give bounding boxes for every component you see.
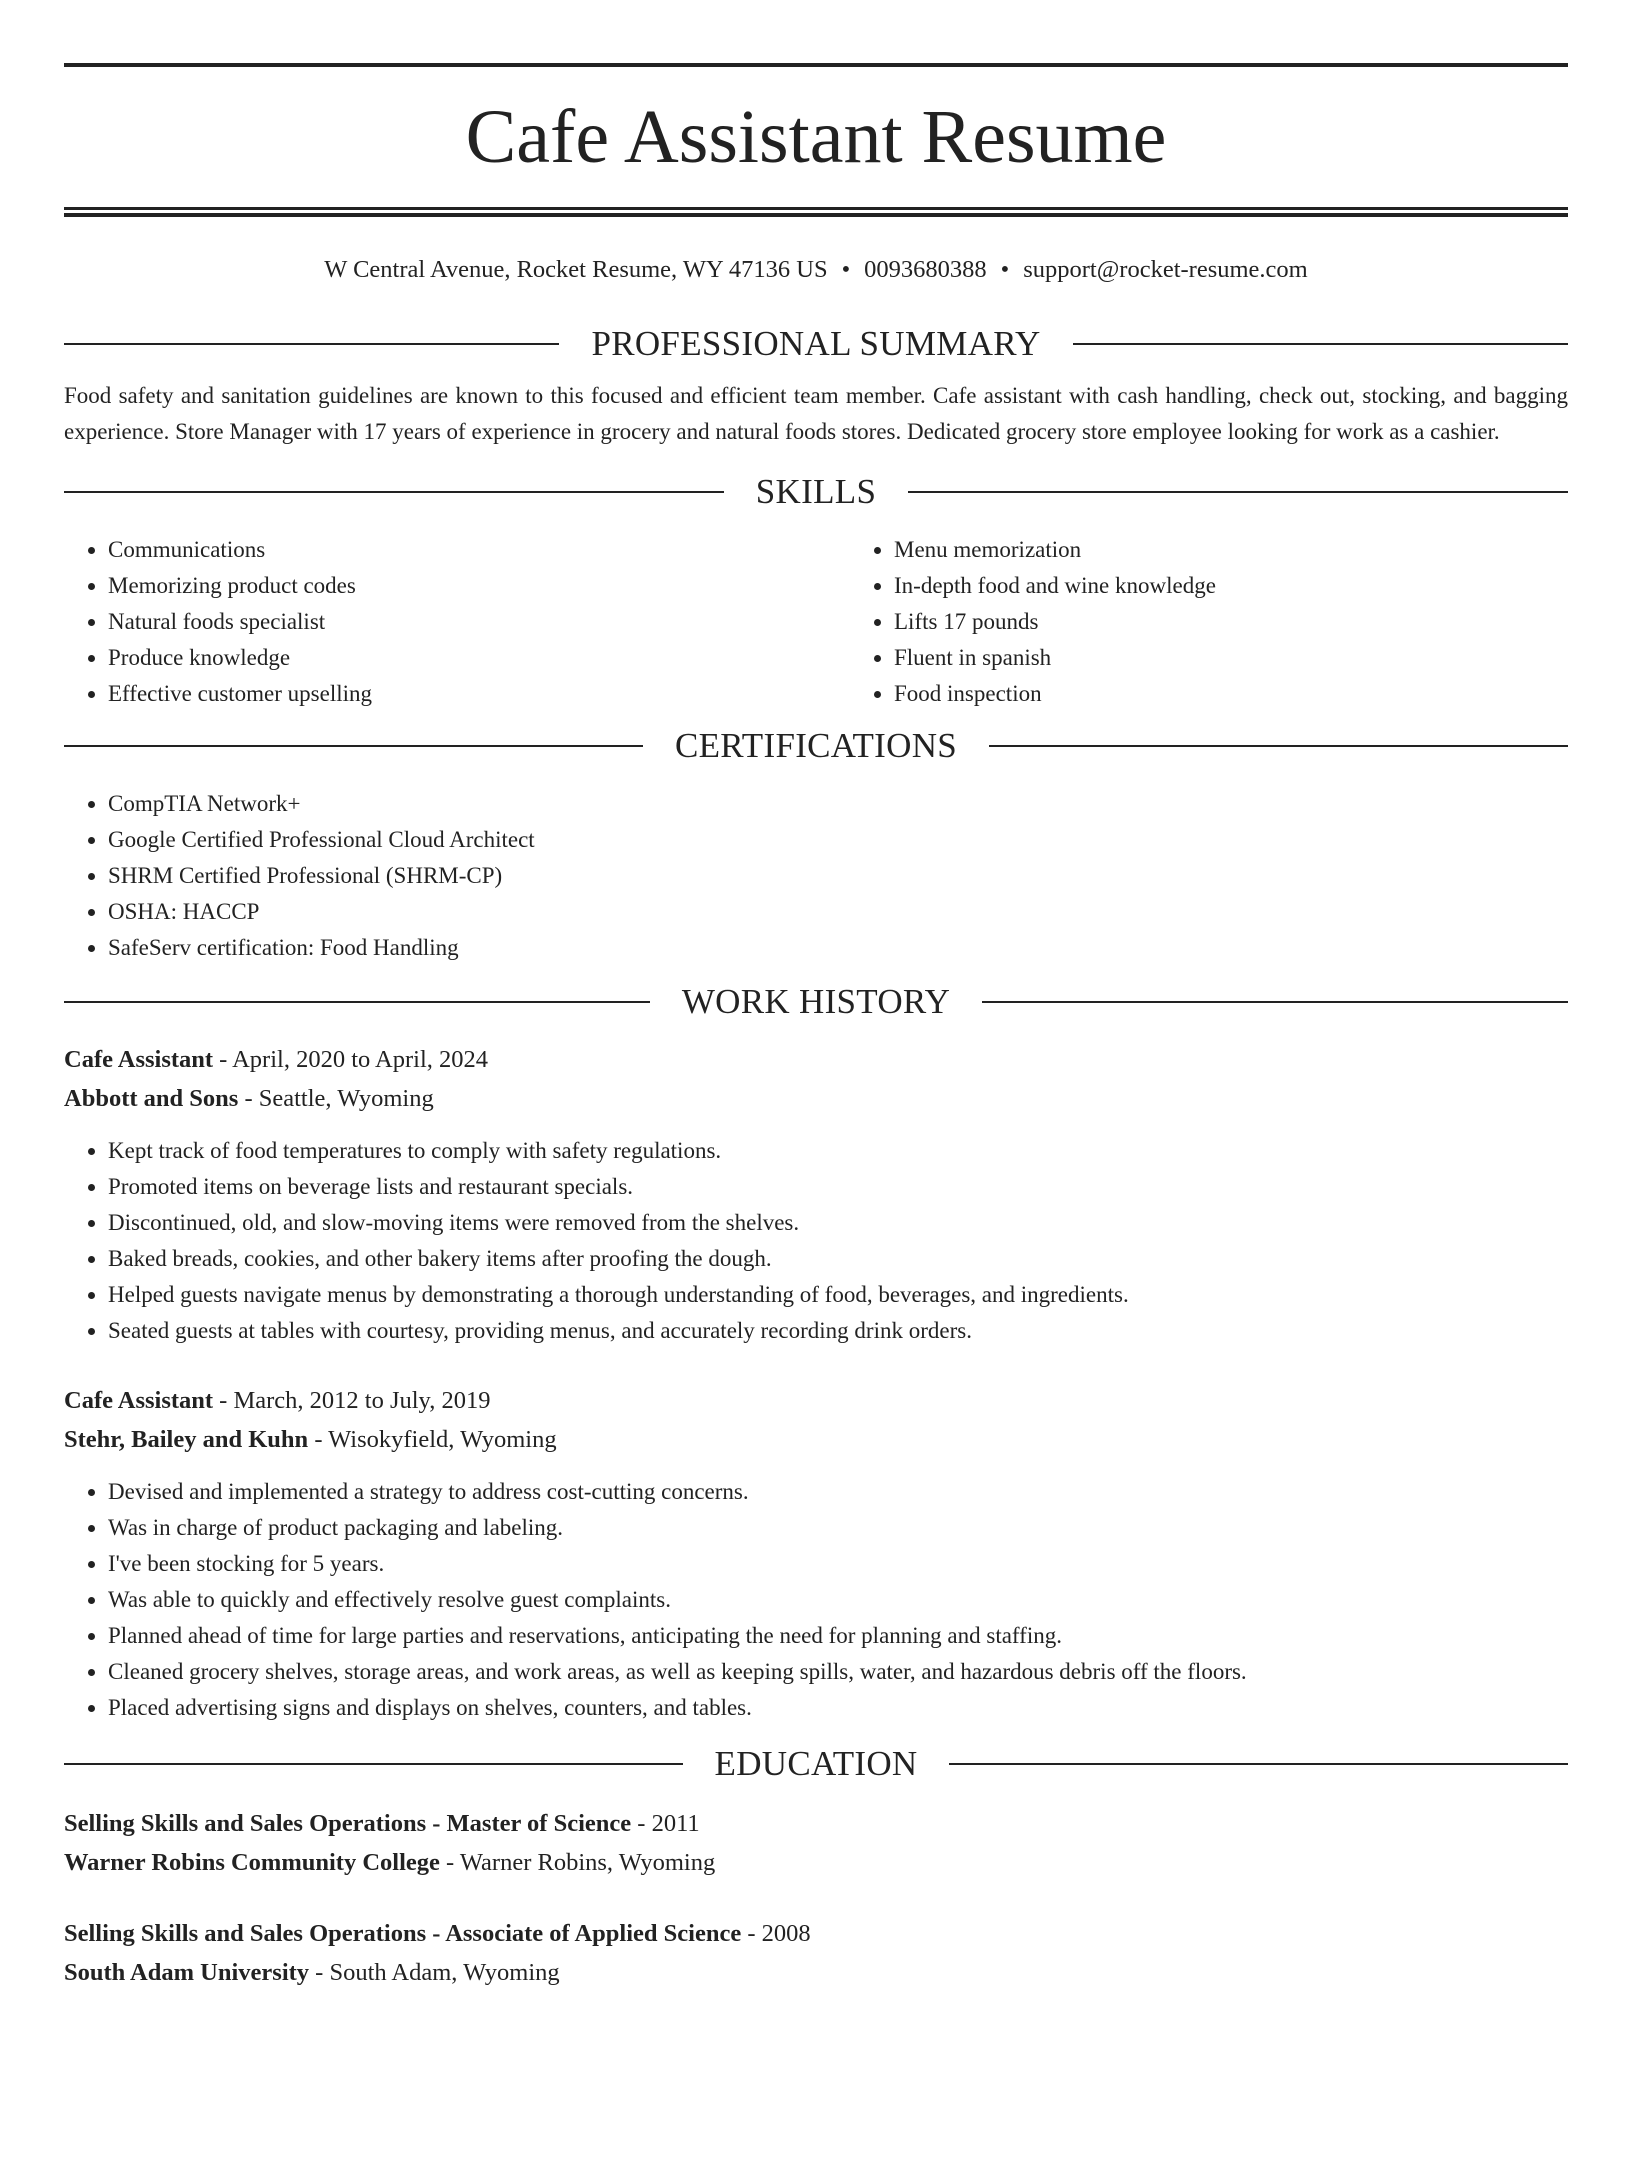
- education-entry: [64, 1804, 1568, 1882]
- job-entry: [64, 1040, 1568, 1349]
- section-heading-work-history: [64, 982, 1568, 1022]
- heading-rule: [64, 1763, 683, 1765]
- certification-item: • CompTIA Network+: [108, 786, 1568, 822]
- contact-email: support@rocket-resume.com: [1023, 256, 1308, 283]
- certification-item: • SHRM Certified Professional (SHRM-CP): [108, 858, 1568, 894]
- job-company-line: Stehr, Bailey and Kuhn - Wisokyfield, Wyoming: [64, 1426, 557, 1453]
- skill-item: • Lifts 17 pounds: [894, 604, 1632, 640]
- education-school: South Adam University: [64, 1959, 310, 1986]
- skill-item: • Fluent in spanish: [894, 640, 1632, 676]
- section-heading-summary: [64, 324, 1568, 364]
- heading-rule: [989, 745, 1568, 747]
- contact-line: [64, 253, 1568, 287]
- skill-item: • Menu memorization: [894, 532, 1632, 568]
- education-degree: Selling Skills and Sales Operations - Associate of Applied Science: [64, 1920, 742, 1947]
- job-bullets: [64, 1474, 1568, 1726]
- job-bullet: • Devised and implemented a strategy to address cost-cutting concerns.: [108, 1474, 1568, 1510]
- contact-separator: •: [1000, 256, 1010, 283]
- heading-rule: [64, 745, 643, 747]
- contact-address: W Central Avenue, Rocket Resume, WY 47136 US: [324, 256, 828, 283]
- certifications-list: [64, 786, 1568, 966]
- job-role: Cafe Assistant: [64, 1046, 214, 1073]
- education-school-line: South Adam University - South Adam, Wyoming: [64, 1959, 560, 1986]
- title-double-rule: [64, 207, 1568, 217]
- education-degree: Selling Skills and Sales Operations - Master of Science: [64, 1810, 632, 1837]
- contact-separator: •: [841, 256, 851, 283]
- summary-text: Food safety and sanitation guidelines are known to this focused and efficient team member. Cafe assistant with cash handling, check out, stocking, and bagging experience. Store Manager with 17 years of experience in grocery and natural foods stores. Dedicated grocery store employee looking for work as a cashier.: [64, 383, 1568, 444]
- job-bullet: • Was in charge of product packaging and labeling.: [108, 1510, 1568, 1546]
- section-heading-certifications: [64, 726, 1568, 766]
- job-company-line: Abbott and Sons - Seattle, Wyoming: [64, 1085, 434, 1112]
- contact-phone: 0093680388: [864, 256, 987, 283]
- job-bullet: • Cleaned grocery shelves, storage areas, and work areas, as well as keeping spills, water, and hazardous debris off the floors.: [108, 1654, 1568, 1690]
- job-bullet: • Seated guests at tables with courtesy, providing menus, and accurately recording drink orders.: [108, 1313, 1568, 1349]
- job-bullet: • Placed advertising signs and displays on shelves, counters, and tables.: [108, 1690, 1568, 1726]
- job-bullet: • Was able to quickly and effectively resolve guest complaints.: [108, 1582, 1568, 1618]
- heading-rule: [64, 1001, 650, 1003]
- job-company: Stehr, Bailey and Kuhn: [64, 1426, 309, 1453]
- section-title: PROFESSIONAL SUMMARY: [591, 324, 1041, 363]
- heading-rule: [64, 343, 559, 345]
- page-title: Cafe Assistant Resume: [465, 95, 1167, 179]
- job-bullet: • Helped guests navigate menus by demonstrating a thorough understanding of food, beverages, and ingredients.: [108, 1277, 1568, 1313]
- skills-list-right: [850, 532, 1632, 712]
- education-location: South Adam, Wyoming: [329, 1959, 560, 1986]
- job-bullet: • Planned ahead of time for large parties and reservations, anticipating the need for planning and staffing.: [108, 1618, 1568, 1654]
- heading-rule: [908, 491, 1568, 493]
- resume-page: [0, 63, 1632, 2175]
- heading-rule: [1073, 343, 1568, 345]
- job-dates: April, 2020 to April, 2024: [232, 1046, 488, 1073]
- skill-item: • Effective customer upselling: [108, 676, 850, 712]
- skill-item: • Produce knowledge: [108, 640, 850, 676]
- job-dates: March, 2012 to July, 2019: [233, 1387, 491, 1414]
- job-location: Wisokyfield, Wyoming: [328, 1426, 557, 1453]
- job-title-line: Cafe Assistant - March, 2012 to July, 2019: [64, 1387, 491, 1414]
- education-school: Warner Robins Community College: [64, 1849, 440, 1876]
- heading-rule: [64, 491, 724, 493]
- job-bullet: • Promoted items on beverage lists and restaurant specials.: [108, 1169, 1568, 1205]
- section-heading-education: [64, 1744, 1568, 1784]
- job-bullets: [64, 1133, 1568, 1349]
- section-heading-skills: [64, 472, 1568, 512]
- heading-rule: [982, 1001, 1568, 1003]
- job-entry: [64, 1381, 1568, 1726]
- job-role: Cafe Assistant: [64, 1387, 214, 1414]
- skill-item: • In-depth food and wine knowledge: [894, 568, 1632, 604]
- education-year: 2008: [761, 1920, 811, 1947]
- certification-item: • OSHA: HACCP: [108, 894, 1568, 930]
- job-bullet: • Kept track of food temperatures to comply with safety regulations.: [108, 1133, 1568, 1169]
- skills-columns: [64, 532, 1568, 712]
- certification-item: • Google Certified Professional Cloud Architect: [108, 822, 1568, 858]
- skill-item: • Natural foods specialist: [108, 604, 850, 640]
- education-school-line: Warner Robins Community College - Warner Robins, Wyoming: [64, 1849, 716, 1876]
- job-title-line: Cafe Assistant - April, 2020 to April, 2024: [64, 1046, 488, 1073]
- skill-item: • Memorizing product codes: [108, 568, 850, 604]
- skill-item: • Communications: [108, 532, 850, 568]
- job-company: Abbott and Sons: [64, 1085, 239, 1112]
- education-location: Warner Robins, Wyoming: [459, 1849, 716, 1876]
- education-year: 2011: [651, 1810, 700, 1837]
- job-location: Seattle, Wyoming: [258, 1085, 434, 1112]
- section-title: EDUCATION: [714, 1744, 918, 1783]
- section-title: WORK HISTORY: [681, 982, 951, 1021]
- job-bullet: • I've been stocking for 5 years.: [108, 1546, 1568, 1582]
- certification-item: • SafeServ certification: Food Handling: [108, 930, 1568, 966]
- skills-list-left: [64, 532, 850, 712]
- education-entry: [64, 1914, 1568, 1992]
- section-title: SKILLS: [755, 472, 877, 511]
- skill-item: • Food inspection: [894, 676, 1632, 712]
- education-degree-line: Selling Skills and Sales Operations - Master of Science - 2011: [64, 1810, 700, 1837]
- section-title: CERTIFICATIONS: [674, 726, 958, 765]
- job-bullet: • Baked breads, cookies, and other bakery items after proofing the dough.: [108, 1241, 1568, 1277]
- job-bullet: • Discontinued, old, and slow-moving items were removed from the shelves.: [108, 1205, 1568, 1241]
- heading-rule: [949, 1763, 1568, 1765]
- education-degree-line: Selling Skills and Sales Operations - Associate of Applied Science - 2008: [64, 1920, 811, 1947]
